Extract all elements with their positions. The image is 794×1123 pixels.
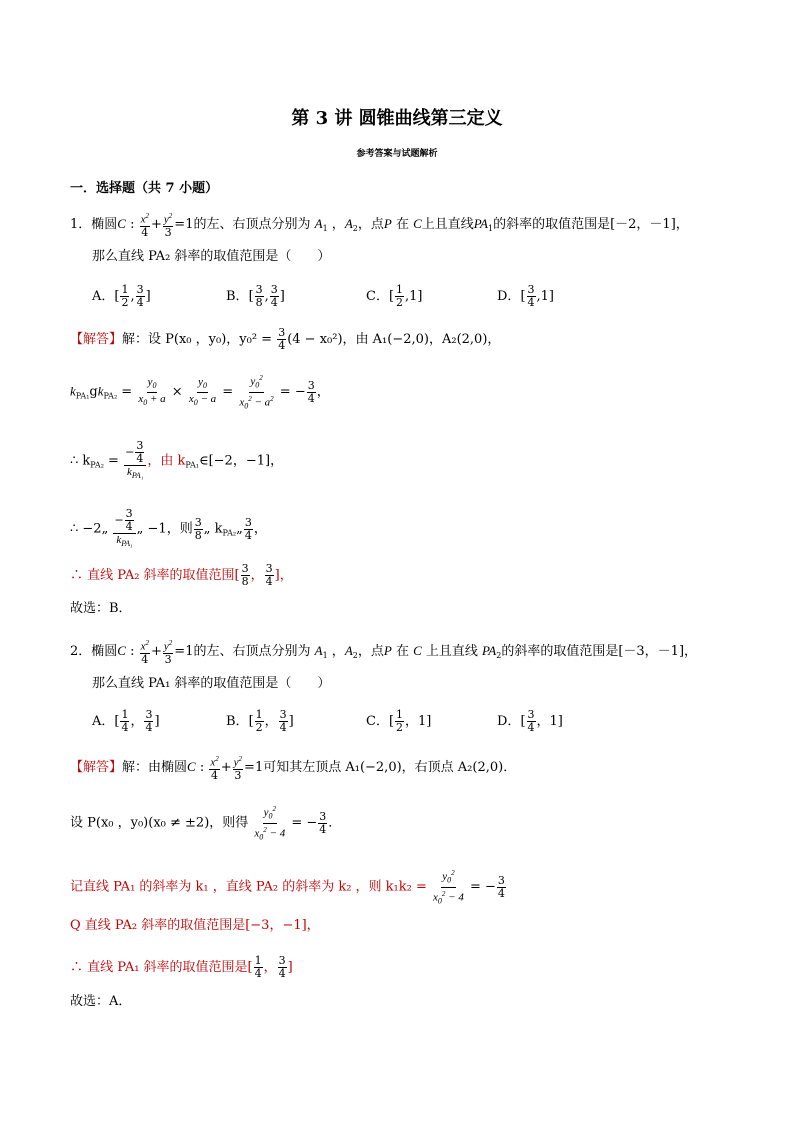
q1-solution-line4: ∴ −2„ − $\frac{3}{4}$ $k_{PA_1}$ „ −1，则 $\frac{3}{8}$ „ $k_{PA_2}„$ $\frac{3}{4}$ ， <box>70 507 267 548</box>
q1-solution-line2: $k_{PA_1}gk_{PA_2}$ = $\frac{y_0}{x_0 + a}$ × $\frac{y_0}{x_0 - a}$ = $\frac{y_0^2}{x_0^2 - a^2}$ = − $\frac{3}{4}$ ， <box>70 374 330 411</box>
q2-option-a[interactable]: A．[ $\frac{1}{4}$ ， $\frac{3}{4}$ ] <box>92 708 160 734</box>
q2-solution-line4: Q 直线 PA₂ 斜率的取值范围是[−3，−1]， <box>70 918 320 933</box>
q2-solution-line3: 记直线 PA₁ 的斜率为 k₁ ，直线 PA₂ 的斜率为 k₂ ，则 k₁k₂ = $\frac{y_0^2}{x_0^2 - 4}$ = − $\frac{3}{4}$ <box>70 869 505 906</box>
q2-option-c[interactable]: C．[ $\frac{1}{2}$ ，1] <box>366 708 432 734</box>
q1-solution-line3: ∴ $k_{PA_2}$ = − $\frac{3}{4}$ $k_{PA_1}$ ，由 $k_{PA_1}\in[-2$，−1]， <box>70 439 284 480</box>
section-heading: 一．选择题（共 7 小题） <box>70 181 219 196</box>
q1-option-d[interactable]: D．[ $\frac{3}{4}$ ,1] <box>497 283 554 309</box>
page-title: 第 3 讲 圆锥曲线第三定义 <box>291 108 503 129</box>
q2-solution-line5: ∴ 直线 PA₁ 斜率的取值范围是[ $\frac{1}{4}$ ， $\frac{3}{4}$ ] <box>70 954 293 980</box>
q1-option-a[interactable]: A．[ $\frac{1}{2}$ , $\frac{3}{4}$ ] <box>92 283 151 309</box>
q2-stem-line2: 那么直线 PA₁ 斜率的取值范围是（ ） <box>92 676 331 691</box>
q2-option-b[interactable]: B．[ $\frac{1}{2}$ ， $\frac{3}{4}$ ] <box>226 708 294 734</box>
q2-option-d[interactable]: D．[ $\frac{3}{4}$ ，1] <box>497 708 563 734</box>
q1-stem-line2: 那么直线 PA₂ 斜率的取值范围是（ ） <box>92 249 331 264</box>
q2-stem: 2．椭圆C : $\frac{x^2}{4}$ + $\frac{y^2}{3}$ =1的左、右顶点分别为 $A_1$ ，$A_2$，点P 在 C 上且直线 $PA_2$的斜率的取值范围是[－3，－1]， <box>70 639 698 666</box>
q1-solution-line1: 【解答】解：设 P(x₀ ，y₀)，y₀² = $\frac{3}{4}$ (4 − x₀²)，由 A₁(−2,0)，A₂(2,0)， <box>70 326 501 352</box>
q2-choice: 故选：A． <box>70 994 132 1009</box>
q2-solution-line1: 【解答】解：由椭圆C : $\frac{x^2}{4}$ + $\frac{y^2}{3}$ =1可知其左顶点 A₁(−2,0)，右顶点 A₂(2,0)． <box>70 755 517 782</box>
q1-option-c[interactable]: C．[ $\frac{1}{2}$ ,1] <box>366 283 423 309</box>
page-subtitle: 参考答案与试题解析 <box>356 149 438 159</box>
q1-option-b[interactable]: B．[ $\frac{3}{8}$ , $\frac{3}{4}$ ] <box>226 283 285 309</box>
q1-choice: 故选：B． <box>70 601 132 616</box>
q1-stem: 1．椭圆C : $\frac{x^2}{4}$ + $\frac{y^2}{3}$ =1的左、右顶点分别为 $A_1$ ，$A_2$，点P 在 C上且直线$PA_1$的斜率的取值范围是[－2，－1]， <box>70 212 689 239</box>
q2-solution-line2: 设 P(x₀ ，y₀)(x₀ ≠ ±2)，则得 $\frac{y_0^2}{x_0^2 - 4}$ = − $\frac{3}{4}$ ． <box>70 805 342 842</box>
q1-solution-line5: ∴ 直线 PA₂ 斜率的取值范围[ $\frac{3}{8}$ ， $\frac{3}{4}$ ]， <box>70 562 293 588</box>
